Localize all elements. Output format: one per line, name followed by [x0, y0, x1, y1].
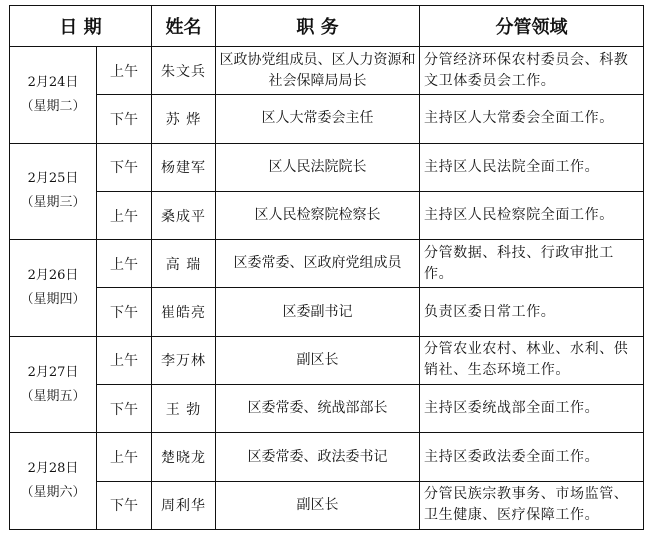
- duty-cell: 区委副书记: [216, 288, 420, 336]
- header-date: 日 期: [10, 6, 152, 47]
- name-cell: 李万林: [152, 336, 216, 384]
- table-row: [10, 240, 644, 288]
- table-row: [10, 336, 644, 384]
- table-row: [10, 95, 644, 143]
- half-day-cell: 下午: [97, 143, 152, 191]
- table-row: [10, 385, 644, 433]
- duty-cell: 区人大常委会主任: [216, 95, 420, 143]
- table-row: [10, 433, 644, 481]
- date-text: 2月27日: [27, 364, 79, 380]
- table-row: [10, 143, 644, 191]
- table-row: [10, 47, 644, 95]
- name-cell: 苏 烨: [152, 95, 216, 143]
- area-cell: 分管经济环保农村委员会、科教文卫体委员会工作。: [420, 47, 644, 95]
- name-cell: 朱文兵: [152, 47, 216, 95]
- date-cell: [10, 240, 97, 337]
- area-cell: 主持区人民法院全面工作。: [420, 143, 644, 191]
- area-cell: 分管农业农村、林业、水利、供销社、生态环境工作。: [420, 336, 644, 384]
- date-cell: [10, 433, 97, 530]
- name-cell: 高 瑞: [152, 240, 216, 288]
- half-day-cell: 上午: [97, 240, 152, 288]
- half-day-cell: 下午: [97, 95, 152, 143]
- duty-cell: 区人民法院院长: [216, 143, 420, 191]
- weekday-text: （星期四）: [20, 291, 86, 307]
- header-duty: 职 务: [216, 6, 420, 47]
- duty-cell: 区委常委、区政府党组成员: [216, 240, 420, 288]
- duty-cell: 副区长: [216, 336, 420, 384]
- table-row: [10, 191, 644, 239]
- name-cell: 杨建军: [152, 143, 216, 191]
- half-day-cell: 上午: [97, 191, 152, 239]
- name-cell: 崔皓亮: [152, 288, 216, 336]
- area-cell: 主持区人民检察院全面工作。: [420, 191, 644, 239]
- weekday-text: （星期五）: [20, 388, 86, 404]
- date-cell: [10, 143, 97, 240]
- weekday-text: （星期三）: [20, 195, 86, 211]
- header-area: 分管领域: [420, 6, 644, 47]
- half-day-cell: 下午: [97, 385, 152, 433]
- name-cell: 楚晓龙: [152, 433, 216, 481]
- name-cell: 桑成平: [152, 191, 216, 239]
- duty-cell: 区委常委、政法委书记: [216, 433, 420, 481]
- half-day-cell: 上午: [97, 336, 152, 384]
- header-name: 姓名: [152, 6, 216, 47]
- leader-schedule-table: [9, 5, 644, 530]
- date-text: 2月24日: [27, 74, 79, 90]
- area-cell: 主持区委政法委全面工作。: [420, 433, 644, 481]
- duty-cell: 区人民检察院检察长: [216, 191, 420, 239]
- area-cell: 分管数据、科技、行政审批工作。: [420, 240, 644, 288]
- area-cell: 主持区人大常委会全面工作。: [420, 95, 644, 143]
- date-text: 2月26日: [27, 267, 79, 283]
- weekday-text: （星期二）: [20, 98, 86, 114]
- duty-cell: 副区长: [216, 481, 420, 529]
- area-cell: 负责区委日常工作。: [420, 288, 644, 336]
- area-cell: 分管民族宗教事务、市场监管、卫生健康、医疗保障工作。: [420, 481, 644, 529]
- table-row: [10, 481, 644, 529]
- date-text: 2月28日: [27, 461, 79, 477]
- name-cell: 王 勃: [152, 385, 216, 433]
- half-day-cell: 上午: [97, 433, 152, 481]
- duty-cell: 区政协党组成员、区人力资源和社会保障局局长: [216, 47, 420, 95]
- header-row: [10, 6, 644, 47]
- date-cell: [10, 336, 97, 433]
- date-text: 2月25日: [27, 171, 79, 187]
- half-day-cell: 下午: [97, 288, 152, 336]
- date-cell: [10, 47, 97, 144]
- name-cell: 周利华: [152, 481, 216, 529]
- half-day-cell: 下午: [97, 481, 152, 529]
- duty-cell: 区委常委、统战部部长: [216, 385, 420, 433]
- table-row: [10, 288, 644, 336]
- area-cell: 主持区委统战部全面工作。: [420, 385, 644, 433]
- half-day-cell: 上午: [97, 47, 152, 95]
- weekday-text: （星期六）: [20, 485, 86, 501]
